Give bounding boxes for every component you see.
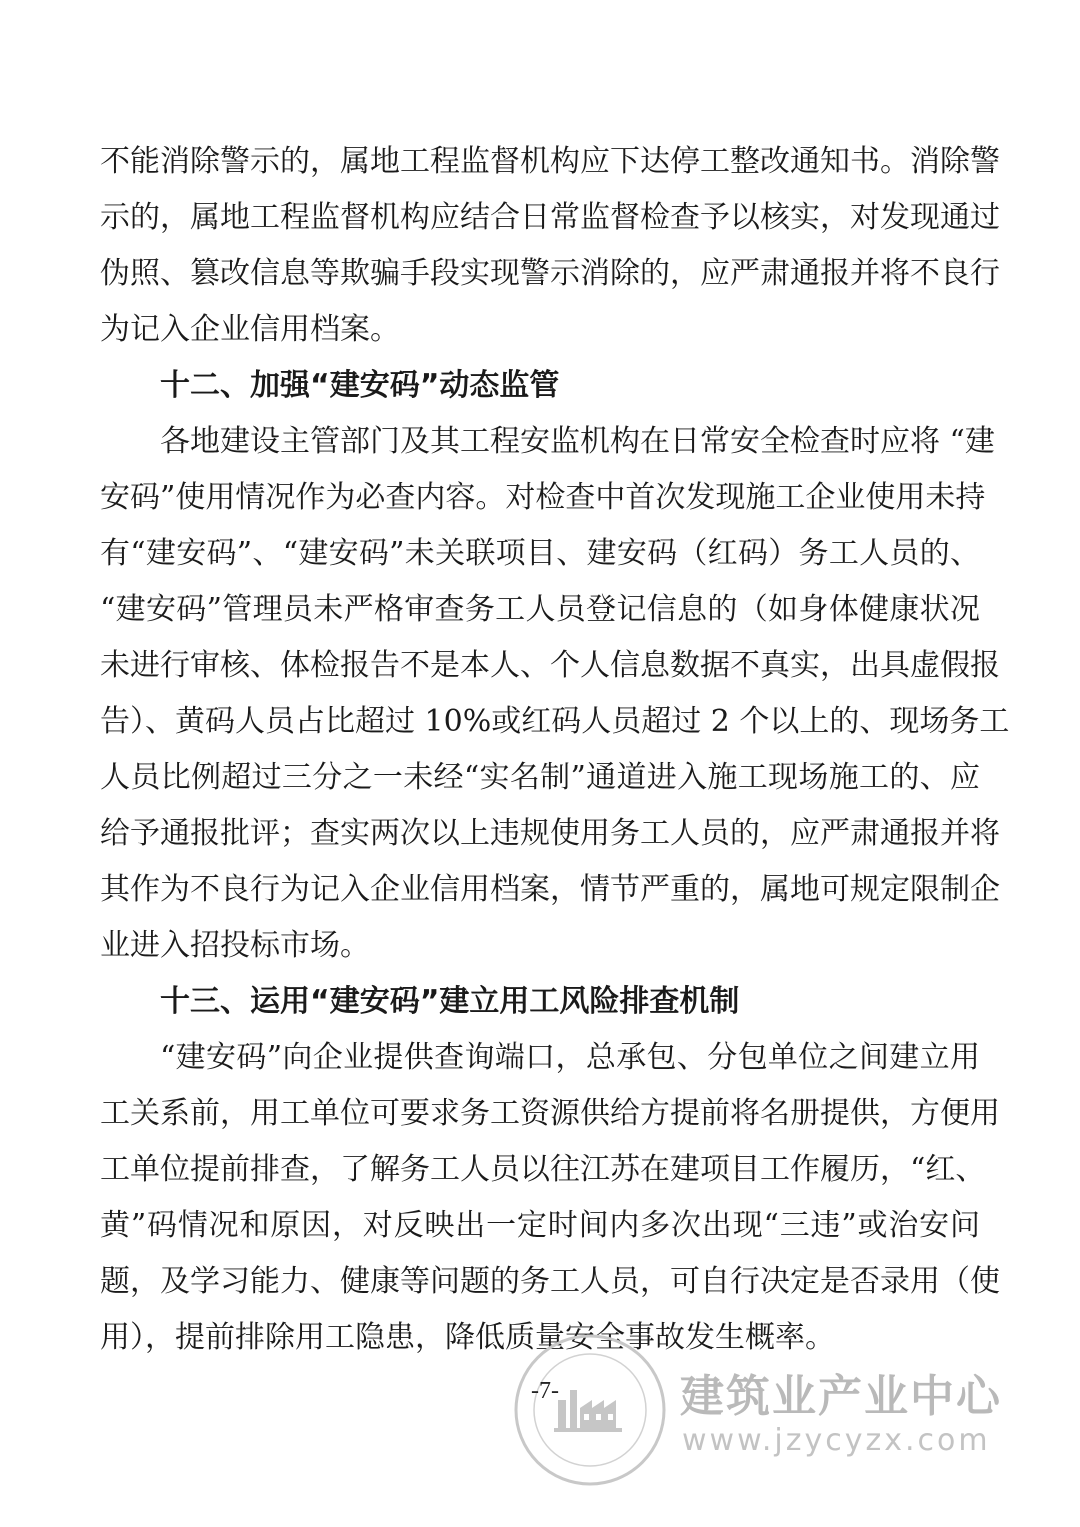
section-heading: 十二、加强“建安码”动态监管 — [160, 368, 560, 403]
paragraph-line: 黄”码情况和原因，对反映出一定时间内多次出现“三违”或治安问 — [100, 1208, 980, 1243]
paragraph-line: 人员比例超过三分之一未经“实名制”通道进入施工现场施工的、应 — [100, 760, 980, 795]
paragraph-line: “建安码”管理员未严格审查务工人员登记信息的（如身体健康状况 — [100, 592, 980, 627]
section-heading: 十三、运用“建安码”建立用工风险排查机制 — [160, 984, 740, 1019]
watermark-seal — [510, 1330, 670, 1490]
paragraph-line: 工关系前，用工单位可要求务工资源供给方提前将名册提供，方便用 — [100, 1096, 1000, 1131]
watermark-url: www.jzycyzx.com — [682, 1423, 991, 1458]
paragraph-line: 不能消除警示的，属地工程监督机构应下达停工整改通知书。消除警 — [100, 144, 1000, 179]
paragraph-line: 为记入企业信用档案。 — [100, 312, 400, 347]
watermark-title: 建筑业产业中心 — [680, 1371, 1002, 1422]
paragraph-line: 安码”使用情况作为必查内容。对检查中首次发现施工企业使用未持 — [100, 480, 986, 515]
paragraph-line: “建安码”向企业提供查询端口，总承包、分包单位之间建立用 — [160, 1040, 980, 1075]
paragraph-line: 题，及学习能力、健康等问题的务工人员，可自行决定是否录用（使 — [100, 1264, 1000, 1299]
paragraph-line: 告）、黄码人员占比超过 10%或红码人员超过 2 个以上的、现场务工 — [100, 704, 1010, 739]
paragraph-line: 用），提前排除用工隐患，降低质量安全事故发生概率。 — [100, 1320, 835, 1355]
paragraph-line: 有“建安码”、“建安码”未关联项目、建安码（红码）务工人员的、 — [100, 536, 980, 571]
paragraph-line: 其作为不良行为记入企业信用档案，情节严重的，属地可规定限制企 — [100, 872, 1000, 907]
paragraph-line: 给予通报批评；查实两次以上违规使用务工人员的，应严肃通报并将 — [100, 816, 1000, 851]
paragraph-line: 各地建设主管部门及其工程安监机构在日常安全检查时应将 “建 — [160, 424, 995, 459]
paragraph-line: 未进行审核、体检报告不是本人、个人信息数据不真实，出具虚假报 — [100, 648, 1000, 683]
paragraph-line: 伪照、篡改信息等欺骗手段实现警示消除的，应严肃通报并将不良行 — [100, 256, 1000, 291]
paragraph-line: 业进入招投标市场。 — [100, 928, 370, 963]
paragraph-line: 工单位提前排查，了解务工人员以往江苏在建项目工作履历，“红、 — [100, 1152, 986, 1187]
paragraph-line: 示的，属地工程监督机构应结合日常监督检查予以核实，对发现通过 — [100, 200, 1000, 235]
page-number: -7- — [531, 1378, 559, 1404]
